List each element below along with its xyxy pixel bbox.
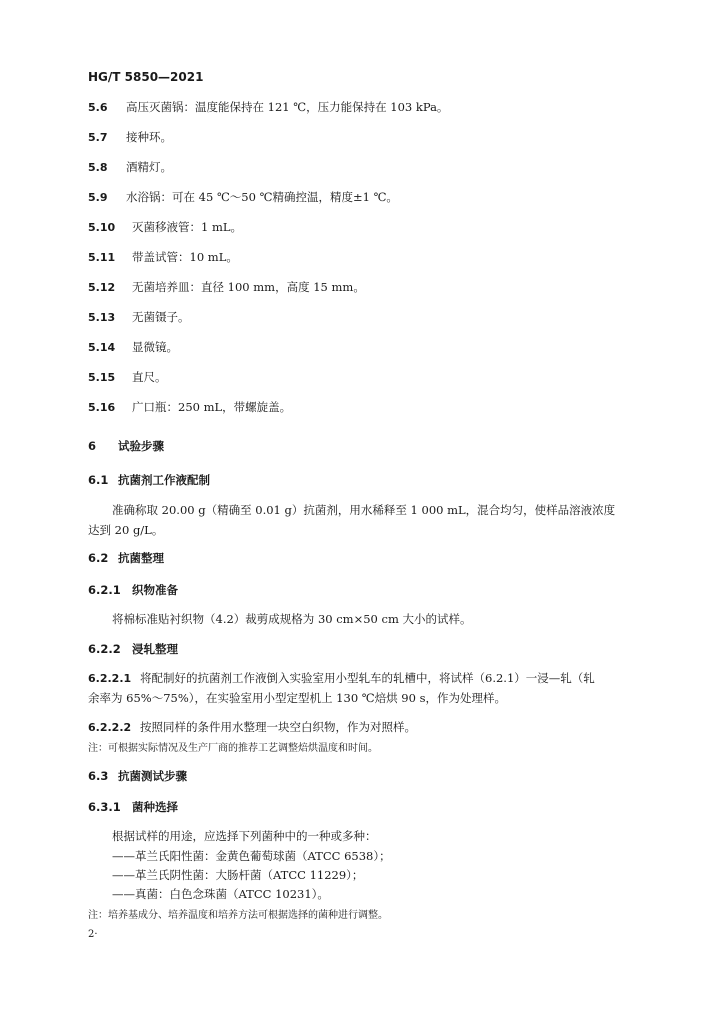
clause-6-1-para-line2: 达到 20 g/L。 xyxy=(88,523,164,537)
clause-6-1-para-line1: 准确称取 20.00 g（精确至 0.01 g）抗菌剂，用水稀释至 1 000 mL，混合均匀，使样品溶液浓度 xyxy=(112,503,616,517)
standard-number: HG/T 5850—2021 xyxy=(88,70,204,84)
clause-text: 将配制好的抗菌剂工作液倒入实验室用小型轧车的轧槽中，将试样（6.2.1）一浸—轧（轧 xyxy=(140,671,595,685)
clause-text: 显微镜。 xyxy=(132,340,178,354)
clause-6-2-2-2 xyxy=(88,719,416,735)
clause-title: 织物准备 xyxy=(132,583,178,597)
section-6-heading xyxy=(88,438,164,454)
clause-5-10 xyxy=(88,219,242,235)
clause-text: 水浴锅：可在 45 ℃～50 ℃精确控温，精度±1 ℃。 xyxy=(126,190,398,204)
clause-text: 酒精灯。 xyxy=(126,160,172,174)
clause-6-2-2-heading xyxy=(88,641,178,657)
page-number: 2· xyxy=(88,929,98,940)
clause-text: 带盖试管：10 mL。 xyxy=(132,250,238,264)
section-title: 试验步骤 xyxy=(118,439,164,453)
clause-number: 6.2 xyxy=(88,551,109,565)
clause-number: 5.10 xyxy=(88,221,116,234)
clause-text: 灭菌移液管：1 mL。 xyxy=(132,220,243,234)
clause-5-6 xyxy=(88,99,448,115)
clause-5-7 xyxy=(88,129,172,145)
clause-number: 6.2.1 xyxy=(88,583,121,597)
list-item: ——革兰氏阳性菌：金黄色葡萄球菌（ATCC 6538）； xyxy=(112,849,391,863)
clause-5-14 xyxy=(88,339,178,355)
clause-number: 6.2.2.1 xyxy=(88,672,132,685)
clause-5-11 xyxy=(88,249,238,265)
clause-5-13 xyxy=(88,309,190,325)
clause-text: 广口瓶：250 mL，带螺旋盖。 xyxy=(132,400,292,414)
clause-title: 抗菌测试步骤 xyxy=(118,769,187,783)
clause-title: 抗菌整理 xyxy=(118,551,164,565)
clause-6-2-heading xyxy=(88,550,164,566)
list-item: ——真菌：白色念珠菌（ATCC 10231）。 xyxy=(112,887,329,901)
clause-number: 5.6 xyxy=(88,101,108,114)
note-6-3-1: 注：培养基成分、培养温度和培养方法可根据选择的菌种进行调整。 xyxy=(88,910,388,921)
clause-text: 无菌培养皿：直径 100 mm，高度 15 mm。 xyxy=(132,280,365,294)
clause-number: 5.12 xyxy=(88,281,116,294)
clause-6-1-heading xyxy=(88,472,210,488)
clause-6-2-2-1-line1 xyxy=(88,670,595,686)
clause-title: 菌种选择 xyxy=(132,800,178,814)
clause-number: 6.2.2 xyxy=(88,642,121,656)
clause-text: 按照同样的条件用水整理一块空白织物，作为对照样。 xyxy=(140,720,416,734)
clause-text: 无菌镊子。 xyxy=(132,310,190,324)
clause-number: 5.16 xyxy=(88,401,116,414)
clause-number: 6.2.2.2 xyxy=(88,721,132,734)
clause-6-2-1-para: 将棉标准贴衬织物（4.2）裁剪成规格为 30 cm×50 cm 大小的试样。 xyxy=(112,612,472,626)
clause-6-2-1-heading xyxy=(88,582,178,598)
clause-number: 5.13 xyxy=(88,311,116,324)
clause-6-3-1-intro: 根据试样的用途，应选择下列菌种中的一种或多种： xyxy=(112,829,377,843)
clause-title: 浸轧整理 xyxy=(132,642,178,656)
clause-number: 6.1 xyxy=(88,473,109,487)
clause-text: 直尺。 xyxy=(132,370,167,384)
clause-number: 5.14 xyxy=(88,341,116,354)
clause-number: 5.11 xyxy=(88,251,116,264)
list-item: ——革兰氏阴性菌：大肠杆菌（ATCC 11229）； xyxy=(112,868,364,882)
clause-5-8 xyxy=(88,159,172,175)
section-number: 6 xyxy=(88,439,97,453)
clause-number: 5.9 xyxy=(88,191,108,204)
note-6-2-2-2: 注：可根据实际情况及生产厂商的推荐工艺调整焙烘温度和时间。 xyxy=(88,743,378,754)
clause-5-16 xyxy=(88,399,291,415)
clause-text: 接种环。 xyxy=(126,130,172,144)
clause-text: 高压灭菌锅：温度能保持在 121 ℃，压力能保持在 103 kPa。 xyxy=(126,100,449,114)
clause-6-3-1-heading xyxy=(88,799,178,815)
clause-title: 抗菌剂工作液配制 xyxy=(118,473,210,487)
clause-number: 5.8 xyxy=(88,161,108,174)
clause-number: 5.15 xyxy=(88,371,116,384)
clause-number: 6.3 xyxy=(88,769,109,783)
clause-5-9 xyxy=(88,189,398,205)
clause-5-15 xyxy=(88,369,167,385)
clause-number: 6.3.1 xyxy=(88,800,121,814)
clause-5-12 xyxy=(88,279,365,295)
clause-6-2-2-1-line2: 余率为 65%～75%），在实验室用小型定型机上 130 ℃焙烘 90 s，作为处理样。 xyxy=(88,691,506,705)
clause-number: 5.7 xyxy=(88,131,108,144)
clause-6-3-heading xyxy=(88,768,187,784)
